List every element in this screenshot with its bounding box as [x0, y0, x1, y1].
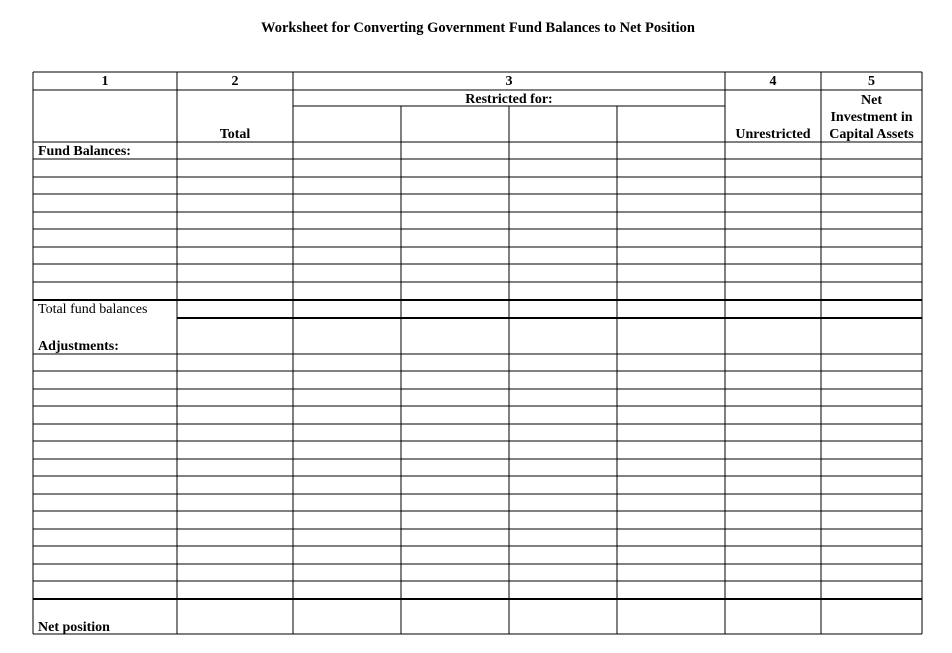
restricted-for-header: Restricted for: [465, 92, 553, 107]
net-investment-header-line3: Capital Assets [829, 127, 914, 142]
col-number-2: 2 [231, 74, 239, 89]
unrestricted-header: Unrestricted [735, 127, 811, 142]
col-number-5: 5 [868, 74, 875, 89]
adjustments-label: Adjustments: [38, 339, 119, 354]
col-number-3: 3 [505, 74, 513, 89]
net-investment-header-line2: Investment in [830, 110, 913, 125]
fund-balances-label: Fund Balances: [38, 144, 131, 159]
col-number-4: 4 [769, 74, 777, 89]
net-position-label: Net position [38, 620, 110, 635]
worksheet-title: Worksheet for Converting Government Fund Balances to Net Position [261, 20, 695, 36]
total-fund-balances-label: Total fund balances [38, 302, 148, 317]
net-investment-header-line1: Net [861, 93, 882, 108]
total-header: Total [219, 127, 251, 142]
col-number-1: 1 [101, 74, 109, 89]
